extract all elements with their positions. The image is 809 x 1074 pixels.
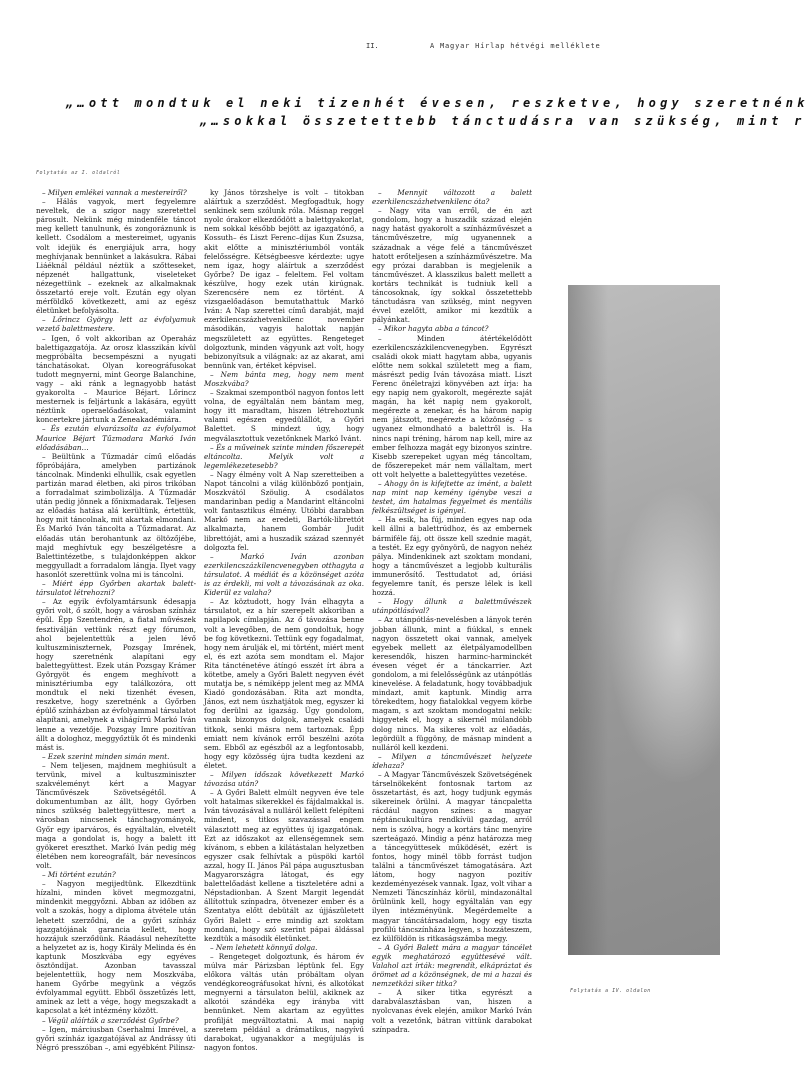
page-header [0, 0, 720, 60]
interview-answer: – Nagyon megijedtünk. Elkezdtünk hízalni, minden követ megmozgatni, mindenkit meggyőzni. Abban az időben az volt a szokás, hogy a diploma átvétele után lehetett szerződni, de a győri színház igazgatójának garancia kellett, hogy hozzájuk szerződünk. Ráadásul nehezítette a helyzetet az is, hogy Király Melinda és én kaptunk Moszkvába egy egyéves ösztöndíjat. Azonban tavasszal bejelentettük, hogy nem Moszkvába, hanem Győrbe megyünk a végzős évfolyammal együtt. Ebből összetűzés lett, aminek az lett a vége, hogy megszakadt a kapcsolat a két intézmény között. [36, 879, 196, 1016]
interview-question: – Nem lehetett könnyű dolga. [210, 942, 318, 952]
interview-answer: – Minden átértékelődött ezerkilencszázkilencvenegyben. Egyrészt családi okok miatt hagytam abba, ugyanis előtte nem sokkal született meg a fiam, másrészt pedig Iván távozása miatt. Liszt Ferenc önéletrajzi könyvében azt írja: ha egy napig nem gyakorolt, megérezte saját magán, ha két napig nem gyakorolt, megérezte a zenekar, és ha három napig nem játszott, megérezte a közönség – s ugyanez elmondható a balettről is. Ha nincs napi tréning, három nap kell, mire az ember felhozza magát egy bizonyos szintre. Kisebb szerepeket ugyan még táncoltam, de főszerepeket már nem vállaltam, mert ott volt helyette a balettegyüttes vezetése. [372, 333, 532, 479]
interview-question: – Miért épp Győrben akartak balett-társulatot létrehozni? [36, 579, 196, 598]
interview-question: – Milyen emlékei vannak a mestereiről? [42, 188, 187, 197]
interview-question: – Nem bánta meg, hogy nem ment Moszkvába? [204, 369, 364, 388]
continued-on-note: Folytatás a IV. oldalon [570, 988, 651, 994]
interview-answer: ky János törzshelye is volt – titokban aláírtuk a szerződést. Megfogadtuk, hogy senkinek sem szólunk róla. Másnap reggel nyolc órakor elkezdődött a balettgyakorlat, nem sokkal később bejött az igazgatónő, a Kossuth– és Liszt Ferenc–díjas Kun Zsuzsa, akit előtte a minisztériumból vonták felelősségre. Kétségbeesve kérdezte: ugye nem igaz, hogy aláírtuk a szerződést Győrbe? De igaz – feleltem. Fel voltam készülve, hogy ezek után kirúgnak. Szerencsére nem ez történt. A vizsgaelőadáson bemutathattuk Markó Iván: A Nap szerettei című darabját, majd ezerkilencszázhetvenkilenc november másodikán, vagyis halottak napján megszületett az együttes. Rengeteget dolgoztunk, minden vágyunk azt volt, hogy bebizonyítsuk a világnak: az az akarat, ami bennünk van, értéket képvisel. [204, 188, 364, 370]
interview-question: – Milyen a táncművészet helyzete ídehaza? [372, 751, 532, 770]
running-title: A Magyar Hírlap hétvégi melléklete [430, 42, 601, 50]
interview-answer: – Igen, márciusban Cserhalmi Imrével, a győri színház igazgatójával az Andrássy úti Négró presszóban –, ami egyébként Pilinsz- [36, 1024, 196, 1052]
interview-question: – Hogy állunk a balettművészek utánpótlásával? [372, 597, 532, 616]
interview-answer: – Beültünk a Tűzmadár című előadás főpróbájára, amelyben partizánok táncolnak. Mindenki elhullik, csak egyetlen partizán marad életben, aki piros trikóban a forradalmat szimbolizálja. A Tűzmadár után pedig jönnek a főnixmadarak. Teljesen az előadás hatása alá kerültünk, értettük, hogy mit táncolnak, mit akartak elmondani. És Markó Iván táncolta a Tűzmadarat. Az előadás után berohantunk az öltözőjébe, majd meghívtuk egy beszélgetésre a Balettintézetbe, s tulajdonképpen akkor meggyulladt a forradalom lángja. Ilyet vagy hasonlót szerettünk volna mi is táncolni. [36, 451, 196, 579]
interview-answer: – A Magyar Táncművészek Szövetségének társelnökeként fontosnak tartom az összetartást, és azt, hogy tudjunk egymás sikereinek örülni. A magyar táncpaletta rácdául nagyon színes: a magyar néptáncukultúra rendkívül gazdag, arról nem is szólva, hogy a kortárs tánc menyire szerteágazó. Mindig a pénz határozza meg a táncegyüttesek működését, ezért is fontos, hogy minél több forrást tudjon találni a táncművészet támogatására. Azt látom, hogy nagyon pozitív kezdeményezések vannak. Igaz, volt vihar a Nemzeti Táncszínház körül, mindazonáltal örülnünk kell, hogy egyáltalán van egy ilyen intézményünk. Megérdemelte a magyar táncátársadalom, hogy egy tiszta profilú táncszínháza legyen, s hozzáteszem, ez külföldön is ritkaságszámba megy. [372, 770, 532, 943]
interview-answer: – Az egyik évfolyamtársunk édesapja győri volt, ő szólt, hogy a városban színház épül. Épp Szentendrén, a fiatal művészek fesztiválján vettünk részt egy fórumon, ahol bejelentettük a jelen lévő kultuszminiszternek, Pozsgay Imrének, hogy szeretnénk alapítani egy balettegyüttest. Ezek után Pozsgay Krámer Györgyöt és engem meghívott a minisztériumba egy találkozóra, ott mondtuk el neki tizenhét évesen, reszketve, hogy szeretnénk a Győrben épülő színházban az évfolyammal társulatot alapítani, amelynek a vihágírrú Markó Iván lenne a vezetője. Pozsgay Imre pozitívan állt a dologhoz, meggyőztük őt és mindenki mást is. [36, 597, 196, 752]
interview-answer: – Hálás vagyok, mert fegyelemre neveltek, de a szigor nagy szeretettel párosult. Nekünk még mindenféle táncot meg kellett tanulnunk, és zongoráznunk is kellett. Csodálom a mestereimet, ugyanis volt idejük és energiájuk arra, hogy meghívjanak bennünket a lakásukra. Rábai Liáéknál például néztük a szőtteseket, népzenét hallgattunk, viseleteket nézegettünk – ezeknek az alkalmaknak összetartó ereje volt. Ezután egy olyan mérföldkő következett, ami az egész életünket befolyásolta. [36, 197, 196, 316]
interview-question: – Végül aláírták a szerződést Győrbe? [42, 1015, 179, 1025]
article-column-2 [204, 188, 364, 1052]
interview-question: – És ezután elvarázsolta az évfolyamot Maurice Béjart Tűzmadara Markó Iván előadásában… [36, 424, 196, 452]
interview-answer: – Az utánpótlás-nevelésben a lányok terén jobban állunk, mint a fiúkkal, s ennek nagyon összetett okai vannak, amelyek egyebek mellett az életpályamodellben keresendők, hiszen harminc-harminckét évesen véget ér a tánckarrier. Azt gondolom, a mi felelősségünk az utánpótlás kinevelése. A feladatunk, hogy továbbadjuk mindazt, amit kaptunk. Mindig arra törekedtem, hogy fiatalokkal vegyem körbe magam, s azt szoktam mondogatni nekik: higgyetek el, hogy a sikernél múlandóbb dolog nincs. Ma sikeres volt az előadás, legördült a függöny, de másnap mindent a nulláról kell kezdeni. [372, 615, 532, 752]
page-number: II. [366, 42, 379, 50]
article-column-1 [36, 188, 196, 1052]
interview-answer: – Igen, ő volt akkoriban az Operaház balettigazgatója. Az orosz klasszikán kívül megpróbálta becsempészni a nyugati tánchatásokat. Olyan koreográfusokat tudott megnyerni, mint George Balanchine, vagy – aki ránk a legnagyobb hatást gyakorolta – Maurice Béjart. Lőrincz mesternek is feljártunk a lakására, együtt néztünk operaelőadásokat, valamint koncertekre jártunk a Zeneakadémiára. [36, 333, 196, 425]
interview-question: – Lőrincz György lett az évfolyamuk vezető balettmestere. [36, 315, 196, 334]
photo-highlight [608, 485, 748, 785]
interview-question: – Mikor hagyta abba a táncot? [378, 324, 489, 334]
interview-question: – És a műveinek szinte minden főszerepét eltáncolta. Melyik volt a legemlékezetesebb? [204, 442, 364, 470]
interview-answer: – Az köztudott, hogy Iván elhagyta a társulatot, ez a hír szerepelt akkoriban a napilapok címlapján. Az ő távozása benne volt a levegőben, de nem gondoltuk, hogy be fog következni. Tettünk egy fogadalmat, hogy nem árulják el, mi történt, miért ment el, és ezt azóta sem mondtam el. Major Rita táncténetéve átíngó esszét írt ábra a kötetbe, amely a Győri Balett negyven évét mutatja be, s némiképp jelent meg az MMA Kiadó gondozásában. Rita azt mondta, János, ezt nem úszhatjátok meg, egyszer ki fog derülni az igazság. Úgy gondolom, vannak bizonyos dolgok, amelyek családi titkok, senki másra nem tartoznak. Épp emiatt nem kívánok erről beszélni azóta sem. Ebből az egészből az a legfontosabb, hogy egy közösség újra tudta kezdeni az életet. [204, 597, 364, 770]
article-column-3 [372, 188, 532, 1048]
interview-answer: – A Győri Balett elmúlt negyven éve tele volt hatalmas sikerekkel és fájdalmakkal is. Iván távozásával a nulláról kellett felépíteni mindent, s titkos szavazással engem választott meg az együttes új igazgatónak. Ezt az időszakot az ellenségemnek sem kívánom, s ebben a kilátástalan helyzetben egyszer csak felhívtak a püspöki kartól azzal, hogy II. János Pál pápa augusztusban Magyarországra látogat, és egy balettelőadást kellene a tiszteletére adni a Népstadionban. A Szent Margit legendát állítottuk színpadra, ötvenezer ember és a Szentatya előtt debütált az újjászületett Győri Balett – erre mindig azt szoktam mondani, hogy szó szerint pápai áldással kezdtük a második életünket. [204, 788, 364, 943]
pull-quote-2: „…sokkal összetettebb tánctudásra van szükség, mint r [200, 114, 806, 128]
pull-quote-1: „…ott mondtuk el neki tizenhét évesen, reszketve, hogy szeretnénk [66, 96, 809, 110]
interview-answer: – Ha esik, ha fúj, minden egyes nap oda kell állni a balettrúdhoz, és az embernek bármiféle fáj, ott össze kell szednie magát, a testét. Ez egy gyönyörű, de nagyon nehéz pálya. Mindenkinek azt szoktam mondani, hogy a táncművészet a legjobb kulturális immunerősítő. Testtudatot ad, óriási fegyelemre tanít, és persze lélek is kell hozzá. [372, 515, 532, 598]
interview-question: – Mennyit változott a balett ezerkilencszázhetvenkilenc óta? [372, 188, 532, 207]
interview-answer: – Nagy vita van erről, de én azt gondolom, hogy a huszadik század elején nagy hatást gyakorolt a színházművészet a táncművészetre, míg ugyanennek a századnak a vége felé a táncművészet hatott erőteljesen a színházművészetre. Ma egy prózai darabban is megjelenik a táncművészet. A klasszikus balett mellett a kortárs technikát is tudniuk kell a táncosoknak, így sokkal összetettebb tánctudásra van szükség, mint negyven évvel ezelőtt, amikor mi kezdtük a pályánkat. [372, 206, 532, 325]
continued-from-note: Folytatás az I. oldalról [36, 170, 121, 176]
interview-answer: – Szakmai szempontból nagyon fontos lett volna, de egyáltalán nem bántam meg, hogy itt maradtam, hiszen létrehoztunk valami egészen egyedülállót, a Győri Balettet. S mindezt úgy, hogy megválasztottuk vezetőnknek Markó Ivánt. [204, 388, 364, 443]
interview-question: – A Győri Balett mára a magyar táncélet egyik meghatározó együttesévé vált. Valahol azt írták: megrendít, elkápráztat és örömet ad a közönségnek, de mi a hazai és nemzetközi siker titka? [372, 942, 532, 989]
interview-answer: – A siker titka egyrészt a darabválasztásban van, hiszen a nyolcvanas évek elején, amikor Markó Iván volt a vezetőnk, bátran vittünk darabokat színpadra. [372, 988, 532, 1034]
article-photo [568, 285, 720, 955]
interview-answer: – Nem teljesen, majdnem meghiúsult a tervünk, mivel a kultuszminiszter szakvéleményt kért a Magyar Táncművészek Szövetségétől. A dokumentumban az állt, hogy Győrben nincs szükség balettegyüttesre, mert a városban nincsenek tánchagyományok, Győr egy iparváros, és egyáltalán, elvetélt maga a gondolat is, hogy a balett itt gyökeret ereszthet. Markó Iván pedig még életében nem koreografált, bár nevesíncos volt. [36, 760, 196, 870]
interview-question: – Ezek szerint minden simán ment. [42, 751, 170, 761]
photo-shadow [568, 285, 608, 955]
interview-question: – Mi történt ezután? [42, 870, 116, 880]
interview-question: – Markó Iván azonban ezerkilencszázkilencvenegyben otthagyta a társulatot. A médiát és a közönséget azóta is az érdekli, mi volt a távozásának az oka. Kiderül ez valaha? [204, 551, 364, 598]
interview-question: – Ahogy ön is kifejtette az imént, a balett nap mint nap kemény igénybe veszi a testet, ám hatalmas fegyelmet és mentális felkészültséget is igényel. [372, 479, 532, 516]
interview-answer: – Nagy élmény volt A Nap szeretteiben a Napot táncolni a világ különböző pontjain, Moszkvától Szöulig. A csodálatos mandarinban pedig a Mandarint eltáncolni volt fantasztikus élmény. Utóbbi darabban Markó nem az eredeti, Bartók-librettót alkalmazta, hanem Gombár Judit librettóját, ami a huszadik század szennyét dolgozta fel. [204, 469, 364, 552]
interview-answer: – Rengeteget dolgoztunk, és három év múlva már Párizsban léptünk fel. Egy előkora váltás után próbáltam olyan vendégkoreográfusokat hívni, és alkotókat megnyerni a társulaton belül, akiknek az alkotói szándéka egy irányba vitt bennünket. Nem akartam az együttes profilját megváltoztatni. A mai napig szeretem például a drámatikus, nagyívű darabokat, ugyanakkor a megújulás is nagyon fontos. [204, 951, 364, 1052]
interview-question: – Milyen időszak következett Markó távozása után? [204, 770, 364, 789]
